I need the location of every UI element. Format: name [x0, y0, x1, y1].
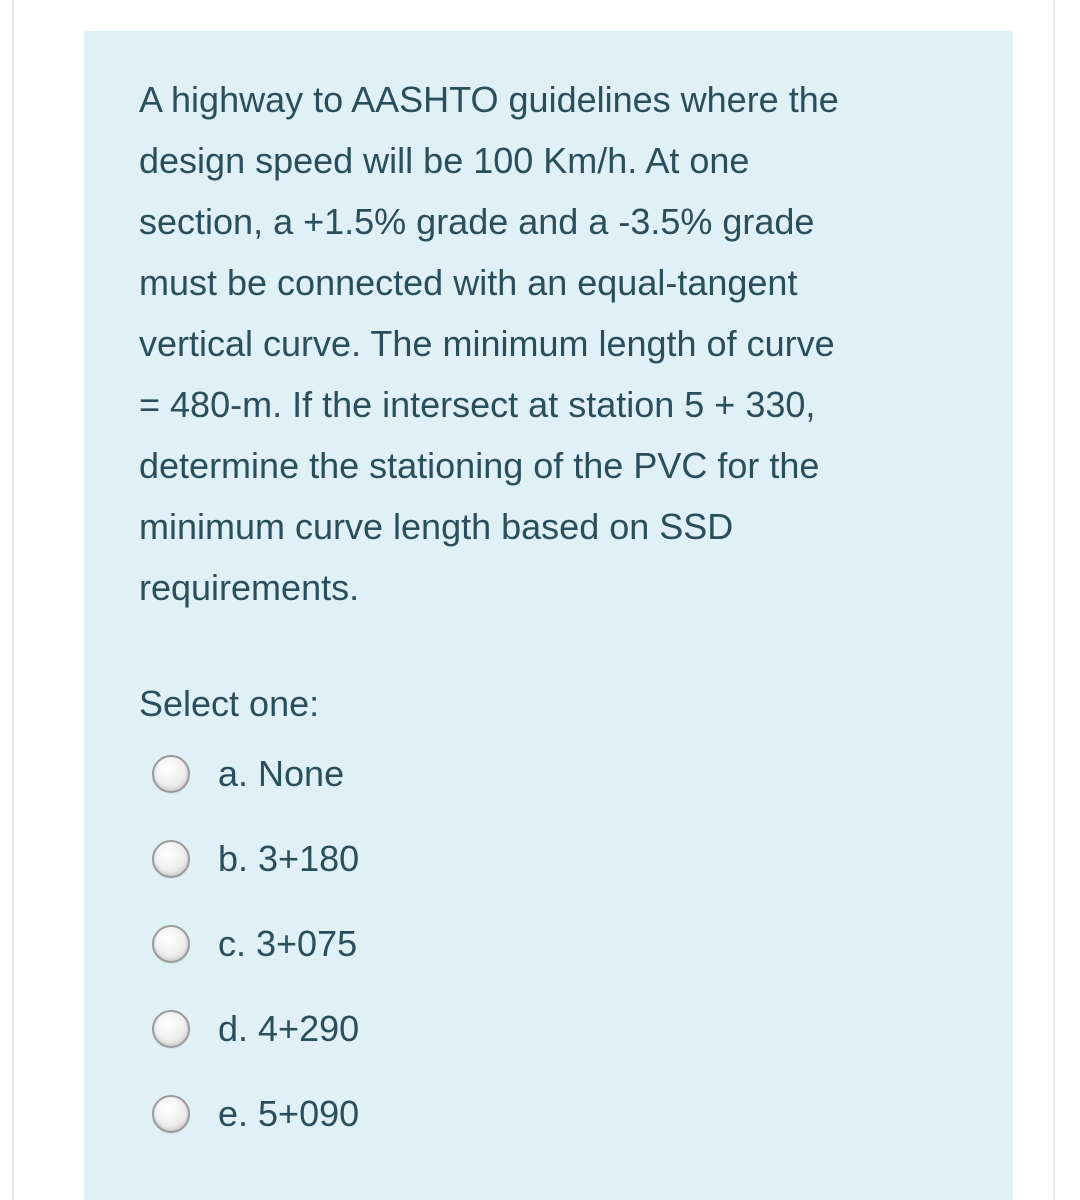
question-line: vertical curve. The minimum length of curve [139, 323, 835, 364]
radio-button-c[interactable] [152, 925, 190, 963]
radio-button-b[interactable] [152, 840, 190, 878]
answer-option-d[interactable] [152, 1002, 752, 1087]
radio-button-e[interactable] [152, 1095, 190, 1133]
answer-option-a[interactable] [152, 747, 752, 832]
answer-option-c[interactable] [152, 917, 752, 1002]
radio-button-d[interactable] [152, 1010, 190, 1048]
question-line: design speed will be 100 Km/h. At one [139, 140, 750, 181]
question-text [139, 69, 959, 618]
option-label-a[interactable]: a. None [218, 753, 345, 794]
question-line: A highway to AASHTO guidelines where the [139, 79, 839, 120]
question-panel [84, 31, 1013, 1200]
select-one-prompt: Select one: [139, 683, 320, 724]
page-frame [12, 0, 1055, 1200]
question-line: determine the stationing of the PVC for the [139, 445, 820, 486]
option-label-d[interactable]: d. 4+290 [218, 1008, 360, 1049]
radio-button-a[interactable] [152, 755, 190, 793]
question-line: = 480-m. If the intersect at station 5 + 330, [139, 384, 816, 425]
answer-options [152, 747, 752, 1172]
option-label-b[interactable]: b. 3+180 [218, 838, 360, 879]
question-line: section, a +1.5% grade and a -3.5% grade [139, 201, 815, 242]
option-label-e[interactable]: e. 5+090 [218, 1093, 360, 1134]
answer-option-e[interactable] [152, 1087, 752, 1172]
question-line: minimum curve length based on SSD [139, 506, 734, 547]
option-label-c[interactable]: c. 3+075 [218, 923, 358, 964]
question-line: must be connected with an equal-tangent [139, 262, 798, 303]
answer-option-b[interactable] [152, 832, 752, 917]
question-line: requirements. [139, 567, 360, 608]
